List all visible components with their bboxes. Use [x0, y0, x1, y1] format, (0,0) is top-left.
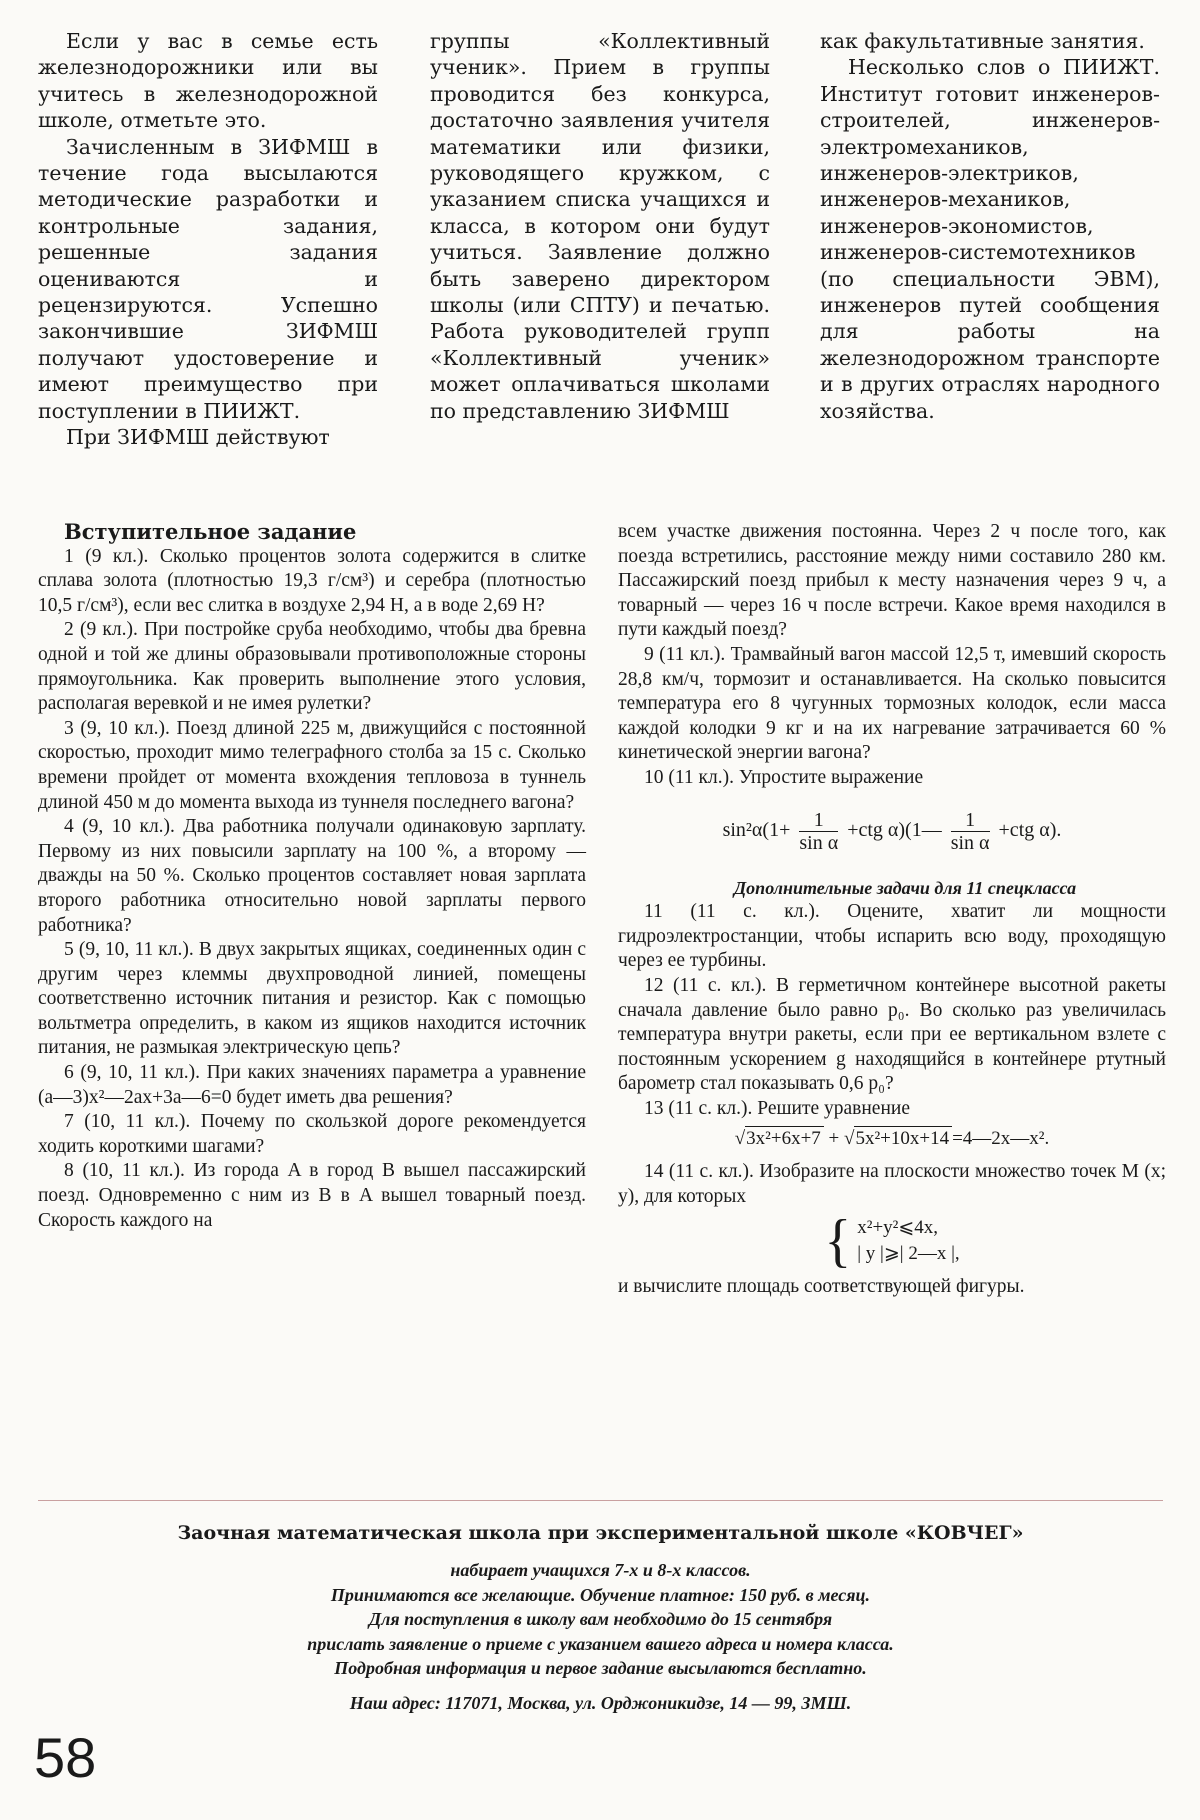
entrance-section [38, 519, 1166, 1480]
top-column-2 [430, 28, 770, 424]
brace-icon: { [824, 1208, 852, 1274]
section-column-2 [618, 520, 1166, 1300]
fraction-denominator: sin α [799, 831, 839, 854]
page-number: 58 [34, 1726, 97, 1789]
problem-4: 4 (9, 10 кл.). Два работника получали одинаковую зарплату. Первому из них повысили зарплату на 100 %, а второму — дважды на 50 %. Сколько процентов составляет новая зарплата второго работника относительно новой зарплаты первого работника? [38, 816, 586, 936]
paragraph: группы «Коллективный ученик». Прием в группы проводится без конкурса, достаточно заявления учителя математики или физики, руководящего кружком, с указанием списка учащихся и класса, в котором они будут учиться. Заявление должно быть заверено директором школы (или СПТУ) и печатью. Работа руководителей групп «Коллективный ученик» может оплачиваться школами по представлению ЗИФМШ [430, 29, 770, 423]
paragraph: как факультативные занятия. [820, 29, 1145, 53]
sqrt-sign: √ [734, 1128, 746, 1150]
problem-12: 12 (11 с. кл.). В герметичном контейнере высотной ракеты сначала давление было равно p₀. Во сколько раз увеличилась температура внутри ракеты, если при ее вертикальном взлете с постоянным ускорением g находящийся в контейнере ртутный барометр стал показывать 0,6 p₀? [618, 974, 1166, 1095]
problem-14: 14 (11 с. кл.). Изобразите на плоскости множество точек M (x; y), для которых [618, 1161, 1166, 1207]
problem-8: 8 (10, 11 кл.). Из города A в город B вышел пассажирский поезд. Одновременно с ним из B в A вышел товарный поезд. Скорость каждого на [38, 1160, 586, 1231]
formula-10 [618, 809, 1166, 854]
radicand: 5x²+10x+14 [854, 1126, 952, 1149]
problem-2: 2 (9 кл.). При постройке сруба необходимо, чтобы два бревна одной и той же длины образовывали противоположные стороны прямоугольника. Как проверить выполнение этого условия, располагая веревкой и не имея рулетки? [38, 619, 586, 715]
advert-title: Заочная математическая школа при экспериментальной школе «КОВЧЕГ» [177, 1522, 1024, 1544]
top-text-block [38, 28, 1163, 493]
problem-11: 11 (11 с. кл.). Оцените, хватит ли мощности гидроэлектростанции, чтобы испарить всю воду, проходящую через ее турбины. [618, 901, 1166, 972]
section-heading: Вступительное задание [64, 519, 357, 544]
paragraph: Несколько слов о ПИИЖТ. Институт готовит инженеров-строителей, инженеров-электромехаников, инженеров-электриков, инженеров-механиков, инженеров-экономистов, инженеров-системотехников (по специальности ЭВМ), инженеров путей сообщения для работы на железнодорожном транспорте и в других отраслях народного хозяйства. [820, 55, 1160, 423]
advert-line: Принимаются все желающие. Обучение платное: 150 руб. в месяц. [330, 1584, 871, 1605]
special-heading: Дополнительные задачи для 11 спецкласса [733, 877, 1077, 898]
divider-line [38, 1500, 1163, 1501]
formula-part: sin²α(1+ [722, 818, 791, 841]
problem-1: 1 (9 кл.). Сколько процентов золота содержится в слитке сплава золота (плотностью 19,3 г/см³) и серебра (плотностью 10,5 г/см³), если вес слитка в воздухе 2,94 Н, а в воде 2,69 Н? [38, 545, 586, 616]
top-column-1 [38, 28, 378, 451]
problem-14-tail: и вычислите площадь соответствующей фигуры. [618, 1276, 1025, 1298]
fraction-denominator: sin α [950, 831, 990, 854]
system-line: | y |⩾| 2—x |, [857, 1243, 960, 1265]
paragraph: Зачисленным в ЗИФМШ в течение года высылаются методические разработки и контрольные задания, решенные задания оцениваются и рецензируются. Успешно закончившие ЗИФМШ получают удостоверение и имеют преимущество при поступлении в ПИИЖТ. [38, 134, 378, 423]
problem-13: 13 (11 с. кл.). Решите уравнение [644, 1097, 910, 1119]
advert-line: набирает учащихся 7-х и 8-х классов. [450, 1560, 751, 1580]
fraction [951, 809, 990, 854]
problem-5: 5 (9, 10, 11 кл.). В двух закрытых ящиках, соединенных один с другим через клеммы двухпроводной линией, помещены соответственно источник питания и резистор. Как с помощью вольтметра определить, в каком из ящиков находится источник питания, не размыкая электрическую цепь? [38, 939, 586, 1059]
problem-3: 3 (9, 10 кл.). Поезд длиной 225 м, движущийся с постоянной скоростью, проходит мимо телеграфного столба за 15 с. Сколько времени пройдет от момента вхождения тепловоза в туннель длиной 450 м до момента выхода из туннеля последнего вагона? [38, 717, 586, 813]
problem-9: 9 (11 кл.). Трамвайный вагон массой 12,5 т, имевший скорость 28,8 км/ч, тормозит и останавливается. На сколько повысится температура его 8 чугунных тормозных колодок, если масса каждой колодки 9 кг и на их нагревание затрачивается 60 % кинетической энергии вагона? [618, 643, 1166, 764]
problem-7: 7 (10, 11 кл.). Почему по скользкой дороге рекомендуется ходить короткими шагами? [38, 1111, 586, 1157]
top-column-3 [820, 28, 1160, 424]
advert-line: Для поступления в школу вам необходимо до 15 сентября [368, 1609, 833, 1629]
plus-sign: + [828, 1128, 840, 1150]
equation-13 [618, 1127, 1166, 1152]
fraction [799, 809, 838, 854]
problem-10: 10 (11 кл.). Упростите выражение [644, 766, 924, 788]
fraction-numerator: 1 [799, 809, 838, 832]
advert-line: прислать заявление о приеме с указанием вашего адреса и номера класса. [307, 1633, 894, 1654]
formula-part: +ctg α)(1— [847, 818, 942, 841]
section-column-1 [38, 520, 586, 1233]
radicand: 3x²+6x+7 [745, 1126, 824, 1149]
fraction-numerator: 1 [951, 809, 990, 832]
advert-address: Наш адрес: 117071, Москва, ул. Орджоникидзе, 14 — 99, ЗМШ. [349, 1692, 852, 1713]
problem-6: 6 (9, 10, 11 кл.). При каких значениях параметра a уравнение (a—3)x²—2ax+3a—6=0 будет иметь два решения? [38, 1062, 586, 1108]
system-lines [857, 1215, 959, 1267]
advert-block [38, 1522, 1163, 1715]
system-line: x²+y²⩽4x, [857, 1217, 939, 1239]
formula-part: +ctg α). [998, 818, 1062, 841]
paragraph: Если у вас в семье есть железнодорожники или вы учитесь в железнодорожной школе, отметьте это. [38, 29, 378, 133]
sqrt-sign: √ [844, 1128, 855, 1150]
inequality-system [618, 1208, 1166, 1274]
equation-rhs: =4—2x—x². [952, 1128, 1050, 1150]
advert-line: Подробная информация и первое задание высылаются бесплатно. [334, 1658, 867, 1678]
problem-8-continued: всем участке движения постоянна. Через 2 ч после того, как поезда встретились, расстояние между ними составило 280 км. Пассажирский поезд прибыл к месту назначения через 9 ч, а товарный — через 16 ч после встречи. Какое время находился в пути каждый поезд? [618, 521, 1166, 641]
paragraph: При ЗИФМШ действуют [66, 425, 330, 450]
